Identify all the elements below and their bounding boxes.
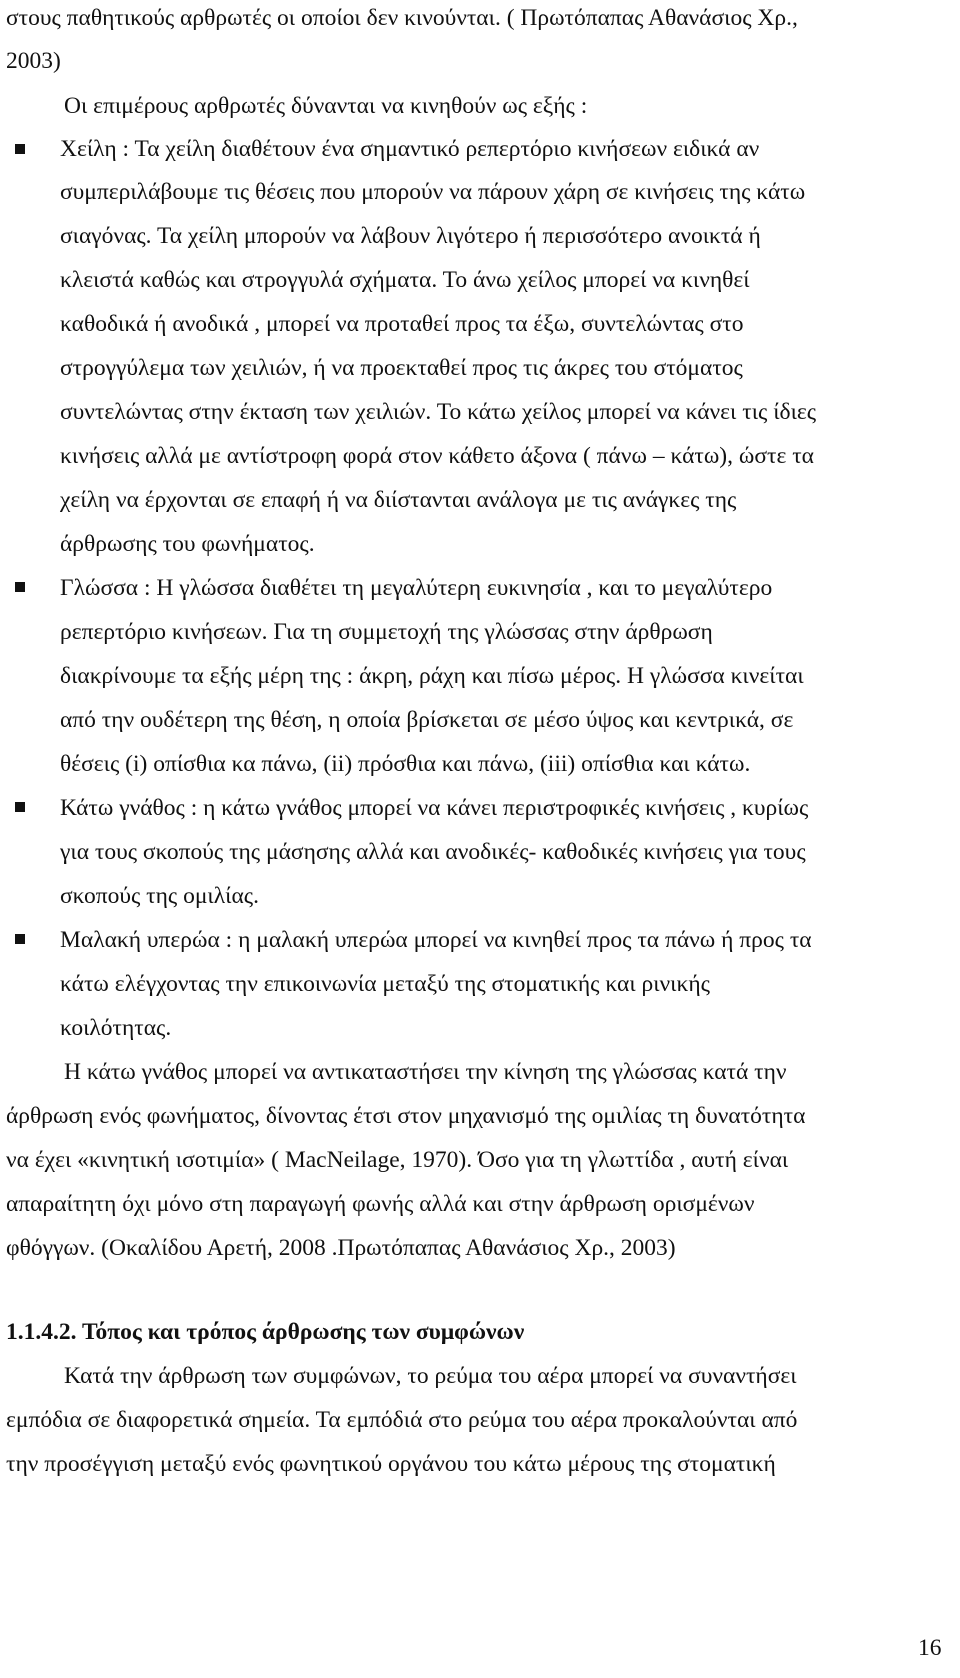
- bullet-soft-palate-line: κοιλότητας.: [60, 1015, 172, 1041]
- bullet-tongue-line: από την ουδέτερη της θέση, η οποία βρίσκεται σε μέσο ύψος και κεντρικά, σε: [60, 707, 794, 733]
- bullet-tongue-line: Γλώσσα : Η γλώσσα διαθέτει τη μεγαλύτερη ευκινησία , και το μεγαλύτερο: [60, 575, 773, 601]
- intro-line: στους παθητικούς αρθρωτές οι οποίοι δεν κινούνται. ( Πρωτόπαπας Αθανάσιος Χρ.,: [6, 5, 798, 31]
- bullet-lips-line: συμπεριλάβουμε τις θέσεις που μπορούν να πάρουν χάρη σε κινήσεις της κάτω: [60, 179, 806, 205]
- paragraph-line: Κατά την άρθρωση των συμφώνων, το ρεύμα του αέρα μπορεί να συναντήσει: [64, 1363, 797, 1389]
- intro-line: Οι επιμέρους αρθρωτές δύνανται να κινηθούν ως εξής :: [64, 93, 588, 119]
- bullet-square-icon: [15, 144, 25, 154]
- bullet-lips-line: Χείλη : Τα χείλη διαθέτουν ένα σημαντικό ρεπερτόριο κινήσεων ειδικά αν: [60, 136, 760, 162]
- bullet-square-icon: [15, 802, 25, 812]
- bullet-lips-line: άρθρωσης του φωνήματος.: [60, 531, 315, 557]
- bullet-tongue-line: ρεπερτόριο κινήσεων. Για τη συμμετοχή της γλώσσας στην άρθρωση: [60, 619, 713, 645]
- bullet-lips-line: κλειστά καθώς και στρογγυλά σχήματα. Το άνω χείλος μπορεί να κινηθεί: [60, 267, 750, 293]
- bullet-lips-line: χείλη να έρχονται σε επαφή ή να διίστανται ανάλογα με τις ανάγκες της: [60, 487, 737, 513]
- paragraph-line: την προσέγγιση μεταξύ ενός φωνητικού οργάνου του κάτω μέρους της στοματική: [6, 1451, 776, 1477]
- bullet-soft-palate-line: κάτω ελέγχοντας την επικοινωνία μεταξύ της στοματικής και ρινικής: [60, 971, 710, 997]
- paragraph-line: φθόγγων. (Οκαλίδου Αρετή, 2008 .Πρωτόπαπας Αθανάσιος Χρ., 2003): [6, 1235, 676, 1261]
- bullet-soft-palate-line: Μαλακή υπερώα : η μαλακή υπερώα μπορεί να κινηθεί προς τα πάνω ή προς τα: [60, 927, 812, 953]
- bullet-lips-line: στρογγύλεμα των χειλιών, ή να προεκταθεί προς τις άκρες του στόματος: [60, 355, 743, 381]
- bullet-jaw-line: σκοπούς της ομιλίας.: [60, 883, 259, 909]
- bullet-lips-line: συντελώντας στην έκταση των χειλιών. Το κάτω χείλος μπορεί να κάνει τις ίδιες: [60, 399, 817, 425]
- bullet-jaw-line: για τους σκοπούς της μάσησης αλλά και ανοδικές- καθοδικές κινήσεις για τους: [60, 839, 806, 865]
- bullet-lips-line: κινήσεις αλλά με αντίστροφη φορά στον κάθετο άξονα ( πάνω – κάτω), ώστε τα: [60, 443, 814, 469]
- bullet-tongue-line: θέσεις (i) οπίσθια κα πάνω, (ii) πρόσθια και πάνω, (iii) οπίσθια και κάτω.: [60, 751, 751, 777]
- bullet-square-icon: [15, 582, 25, 592]
- page-number: 16: [918, 1635, 942, 1661]
- section-heading: 1.1.4.2. Τόπος και τρόπος άρθρωσης των συμφώνων: [6, 1319, 525, 1345]
- bullet-tongue-line: διακρίνουμε τα εξής μέρη της : άκρη, ράχη και πίσω μέρος. Η γλώσσα κινείται: [60, 663, 804, 689]
- paragraph-line: να έχει «κινητική ισοτιμία» ( MacNeilage, 1970). Όσο για τη γλωττίδα , αυτή είναι: [6, 1147, 789, 1173]
- bullet-lips-line: σιαγόνας. Τα χείλη μπορούν να λάβουν λιγότερο ή περισσότερο ανοικτά ή: [60, 223, 761, 249]
- intro-line: 2003): [6, 48, 61, 74]
- paragraph-line: εμπόδια σε διαφορετικά σημεία. Τα εμπόδιά στο ρεύμα του αέρα προκαλούνται από: [6, 1407, 798, 1433]
- bullet-square-icon: [15, 934, 25, 944]
- paragraph-line: Η κάτω γνάθος μπορεί να αντικαταστήσει την κίνηση της γλώσσας κατά την: [64, 1059, 787, 1085]
- bullet-lips-line: καθοδικά ή ανοδικά , μπορεί να προταθεί προς τα έξω, συντελώντας στο: [60, 311, 744, 337]
- paragraph-line: άρθρωση ενός φωνήματος, δίνοντας έτσι στον μηχανισμό της ομιλίας τη δυνατότητα: [6, 1103, 806, 1129]
- paragraph-line: απαραίτητη όχι μόνο στη παραγωγή φωνής αλλά και στην άρθρωση ορισμένων: [6, 1191, 755, 1217]
- bullet-jaw-line: Κάτω γνάθος : η κάτω γνάθος μπορεί να κάνει περιστροφικές κινήσεις , κυρίως: [60, 795, 809, 821]
